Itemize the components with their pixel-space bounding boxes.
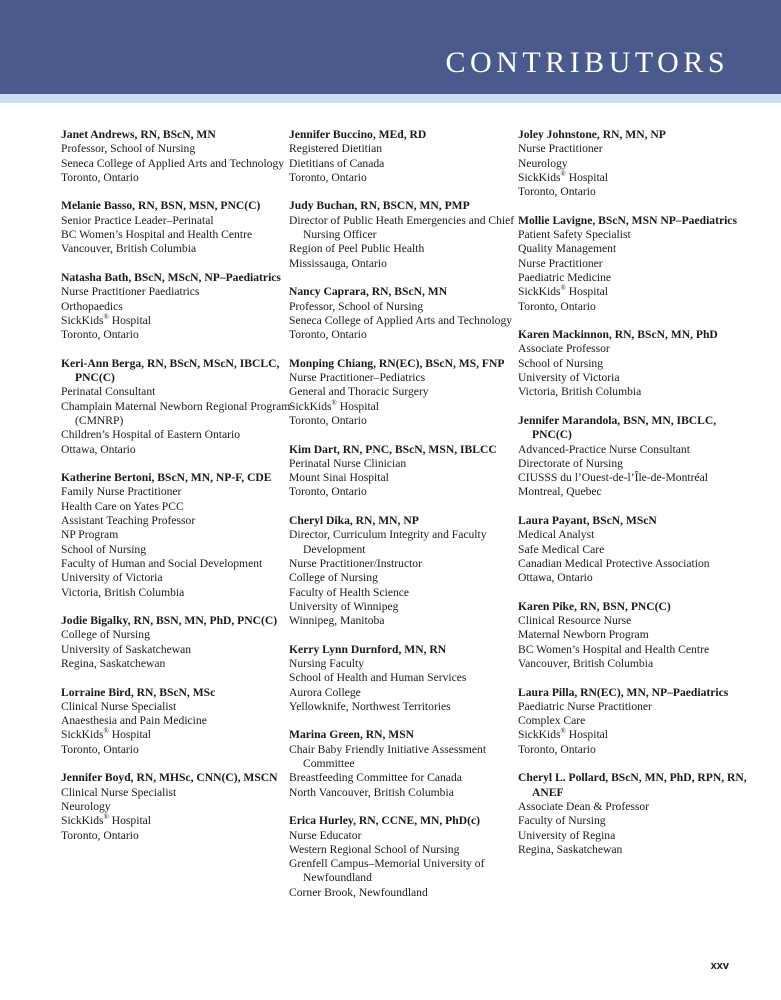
contributor-name: Kim Dart, RN, PNC, BScN, MSN, IBLCC <box>289 442 497 456</box>
contributor-name: Cheryl Dika, RN, MN, NP <box>289 514 419 528</box>
contributor-affiliation-line: Director, Curriculum Integrity and Faculty Development <box>289 528 487 556</box>
contributor-affiliation-line: Montreal, Quebec <box>518 485 602 499</box>
contributor-entry <box>61 271 301 342</box>
contributor-affiliation-line: Dietitians of Canada <box>289 156 385 170</box>
contributor-affiliation-line: Toronto, Ontario <box>518 185 596 199</box>
contributor-affiliation-line: School of Nursing <box>61 542 147 556</box>
contributor-affiliation-line: University of Victoria <box>61 571 163 585</box>
page-number: xxv <box>710 960 729 972</box>
contributor-entry <box>518 214 758 314</box>
contributor-affiliation-line: Breastfeeding Committee for Canada <box>289 771 462 785</box>
contributor-affiliation-line: Victoria, British Columbia <box>518 385 642 399</box>
contributor-entry <box>289 357 529 428</box>
contributor-name: Lorraine Bird, RN, BScN, MSc <box>61 685 216 699</box>
contributor-entry <box>289 443 529 500</box>
contributor-affiliation-line: Toronto, Ontario <box>518 742 596 756</box>
contributor-affiliation-line: Clinical Resource Nurse <box>518 614 632 628</box>
contributor-affiliation-line: Toronto, Ontario <box>61 828 139 842</box>
contributor-affiliation-line: SickKids® Hospital <box>518 169 609 184</box>
contributor-name: Laura Pilla, RN(EC), MN, NP–Paediatrics <box>518 685 729 699</box>
contributor-affiliation-line: Safe Medical Care <box>518 542 605 556</box>
contributor-affiliation-line: School of Health and Human Services <box>289 671 467 685</box>
contributor-affiliation-line: University of Victoria <box>518 371 620 385</box>
contributor-entry <box>289 199 529 270</box>
contributor-name: Karen Mackinnon, RN, BScN, MN, PhD <box>518 328 718 342</box>
contributor-affiliation-line: Nurse Educator <box>289 828 362 842</box>
contributor-affiliation-line: Associate Dean & Professor <box>518 799 650 813</box>
contributor-affiliation-line: Director of Public Heath Emergencies and Chief Nursing Officer <box>289 213 515 242</box>
contributor-name: Jodie Bigalky, RN, BSN, MN, PhD, PNC(C) <box>61 614 278 628</box>
contributor-affiliation-line: Chair Baby Friendly Initiative Assessment Committee <box>289 742 487 771</box>
contributor-affiliation-line: BC Women’s Hospital and Health Centre <box>518 642 710 656</box>
contributor-entry <box>518 600 758 671</box>
contributor-affiliation-line: Vancouver, British Columbia <box>518 656 654 670</box>
contributor-affiliation-line: Neurology <box>518 156 568 170</box>
contributor-affiliation-line: Winnipeg, Manitoba <box>289 614 385 628</box>
contributor-affiliation-line: NP Program <box>61 528 119 542</box>
contributor-entry <box>518 686 758 757</box>
contributor-name: Monping Chiang, RN(EC), BScN, MS, FNP <box>289 356 505 370</box>
contributor-affiliation-line: Paediatric Nurse Practitioner <box>518 699 652 713</box>
contributor-affiliation-line: Directorate of Nursing <box>518 456 623 470</box>
contributor-name: Laura Payant, BScN, MScN <box>518 514 657 528</box>
contributor-affiliation-line: Vancouver, British Columbia <box>61 242 197 256</box>
contributor-affiliation-line: Neurology <box>61 799 111 813</box>
contributor-name: Nancy Caprara, RN, BScN, MN <box>289 285 448 299</box>
contributor-name: Keri-Ann Berga, RN, BScN, MScN, IBCLC, PNC(C) <box>61 356 280 385</box>
contributor-affiliation-line: Mount Sinai Hospital <box>289 471 389 485</box>
contributor-affiliation-line: Medical Analyst <box>518 528 595 542</box>
contributor-entry <box>289 643 529 714</box>
contributor-entry <box>61 686 301 757</box>
contributor-entry <box>518 128 758 199</box>
contributor-affiliation-line: BC Women’s Hospital and Health Centre <box>61 228 253 242</box>
contributor-affiliation-line: Toronto, Ontario <box>518 299 596 313</box>
contributor-affiliation-line: SickKids® Hospital <box>61 727 152 742</box>
contributor-affiliation-line: Nursing Faculty <box>289 656 365 670</box>
contributor-affiliation-line: Clinical Nurse Specialist <box>61 699 177 713</box>
contributor-affiliation-line: Ottawa, Ontario <box>518 571 593 585</box>
accent-stripe <box>0 94 781 103</box>
contributor-affiliation-line: Health Care on Yates PCC <box>61 499 184 513</box>
contributor-affiliation-line: Associate Professor <box>518 342 610 356</box>
contributor-affiliation-line: SickKids® Hospital <box>61 813 152 828</box>
page-title: CONTRIBUTORS <box>445 46 729 79</box>
contributor-affiliation-line: General and Thoracic Surgery <box>289 385 429 399</box>
contributor-affiliation-line: Nurse Practitioner <box>518 256 603 270</box>
contributor-affiliation-line: Aurora College <box>289 685 361 699</box>
contributors-column-1 <box>61 128 301 857</box>
contributor-entry <box>289 285 529 342</box>
contributor-affiliation-line: Children’s Hospital of Eastern Ontario <box>61 428 241 442</box>
contributor-affiliation-line: University of Saskatchewan <box>61 642 192 656</box>
contributor-affiliation-line: Toronto, Ontario <box>61 742 139 756</box>
contributor-affiliation-line: Victoria, British Columbia <box>61 585 185 599</box>
contributor-name: Jennifer Boyd, RN, MHSc, CNN(C), MSCN <box>61 771 278 785</box>
contributor-name: Joley Johnstone, RN, MN, NP <box>518 128 666 141</box>
contributor-affiliation-line: College of Nursing <box>61 628 150 642</box>
contributor-affiliation-line: CIUSSS du l’Ouest-de-l’Île-de-Montréal <box>518 471 708 485</box>
contributor-affiliation-line: Toronto, Ontario <box>289 485 367 499</box>
contributor-affiliation-line: Professor, School of Nursing <box>289 299 424 313</box>
contributor-name: Cheryl L. Pollard, BScN, MN, PhD, RPN, RN, ANEF <box>518 771 747 799</box>
contributor-affiliation-line: Registered Dietitian <box>289 142 383 156</box>
contributor-affiliation-line: Region of Peel Public Health <box>289 242 425 256</box>
contributor-affiliation-line: Toronto, Ontario <box>289 328 367 342</box>
contributor-entry <box>61 771 301 842</box>
contributor-affiliation-line: Regina, Saskatchewan <box>61 656 166 670</box>
contributor-affiliation-line: Faculty of Nursing <box>518 814 606 828</box>
contributor-name: Mollie Lavigne, BScN, MSN NP–Paediatrics <box>518 213 737 227</box>
contributor-entry <box>289 814 529 900</box>
contributor-name: Marina Green, RN, MSN <box>289 728 415 742</box>
contributor-name: Kerry Lynn Durnford, MN, RN <box>289 642 447 656</box>
contributor-name: Natasha Bath, BScN, MScN, NP–Paediatrics <box>61 270 281 284</box>
contributor-affiliation-line: Orthopaedics <box>61 299 123 313</box>
contributor-affiliation-line: Seneca College of Applied Arts and Technology <box>289 313 513 327</box>
contributor-entry <box>61 199 301 256</box>
contributor-affiliation-line: Advanced-Practice Nurse Consultant <box>518 442 690 456</box>
contributor-affiliation-line: Patient Safety Specialist <box>518 228 631 242</box>
contributor-affiliation-line: Faculty of Human and Social Development <box>61 556 263 570</box>
contributor-affiliation-line: Family Nurse Practitioner <box>61 485 182 499</box>
contributor-name: Judy Buchan, RN, BSCN, MN, PMP <box>289 199 470 213</box>
contributor-affiliation-line: Mississauga, Ontario <box>289 256 387 270</box>
contributor-affiliation-line: Nurse Practitioner–Pediatrics <box>289 371 426 385</box>
contributor-affiliation-line: Paediatric Medicine <box>518 270 612 284</box>
contributor-affiliation-line: Perinatal Nurse Clinician <box>289 456 407 470</box>
contributor-affiliation-line: University of Regina <box>518 828 616 842</box>
contributor-affiliation-line: Regina, Saskatchewan <box>518 842 623 856</box>
contributor-affiliation-line: Canadian Medical Protective Association <box>518 556 710 570</box>
contributor-affiliation-line: Faculty of Health Science <box>289 585 410 599</box>
contributor-entry <box>518 328 758 399</box>
contributor-name: Jennifer Marandola, BSN, MN, IBCLC, PNC(C) <box>518 413 717 442</box>
title-banner <box>0 0 781 94</box>
contributor-affiliation-line: Quality Management <box>518 242 617 256</box>
contributor-entry <box>61 128 301 185</box>
contributor-affiliation-line: North Vancouver, British Columbia <box>289 785 454 799</box>
contributor-entry <box>289 514 529 628</box>
contributor-name: Melanie Basso, RN, BSN, MSN, PNC(C) <box>61 199 261 213</box>
contributor-entry <box>518 414 758 500</box>
contributor-entry <box>61 471 301 600</box>
contributor-name: Jennifer Buccino, MEd, RD <box>289 128 427 141</box>
contributor-affiliation-line: Corner Brook, Newfoundland <box>289 885 428 899</box>
contributor-affiliation-line: Nurse Practitioner <box>518 142 603 156</box>
contributor-affiliation-line: Professor, School of Nursing <box>61 142 196 156</box>
contributors-column-2 <box>289 128 529 914</box>
contributor-entry <box>289 128 529 185</box>
contributor-affiliation-line: Western Regional School of Nursing <box>289 842 460 856</box>
contributor-affiliation-line: SickKids® Hospital <box>518 284 609 299</box>
contributor-affiliation-line: Ottawa, Ontario <box>61 442 136 456</box>
contributor-affiliation-line: School of Nursing <box>518 356 604 370</box>
contributor-affiliation-line: Nurse Practitioner Paediatrics <box>61 285 200 299</box>
contributor-affiliation-line: Senior Practice Leader–Perinatal <box>61 213 214 227</box>
contributor-affiliation-line: Maternal Newborn Program <box>518 628 649 642</box>
contributor-entry <box>61 357 301 457</box>
contributor-affiliation-line: SickKids® Hospital <box>61 312 152 327</box>
contributor-entry <box>61 614 301 671</box>
contributor-affiliation-line: Nurse Practitioner/Instructor <box>289 556 422 570</box>
contributor-affiliation-line: Champlain Maternal Newborn Regional Program (CMNRP) <box>61 399 291 427</box>
contributor-name: Karen Pike, RN, BSN, PNC(C) <box>518 599 671 613</box>
contributor-name: Katherine Bertoni, BScN, MN, NP-F, CDE <box>61 471 272 485</box>
contributor-affiliation-line: Clinical Nurse Specialist <box>61 785 177 799</box>
contributor-name: Janet Andrews, RN, BScN, MN <box>61 128 216 141</box>
contributor-affiliation-line: University of Winnipeg <box>289 599 399 613</box>
contributor-entry <box>518 514 758 585</box>
contributor-affiliation-line: College of Nursing <box>289 571 378 585</box>
contributor-affiliation-line: Toronto, Ontario <box>61 170 139 184</box>
contributors-column-3 <box>518 128 758 871</box>
contributor-affiliation-line: Yellowknife, Northwest Territories <box>289 699 451 713</box>
contributor-affiliation-line: Seneca College of Applied Arts and Technology <box>61 156 285 170</box>
contributor-affiliation-line: Anaesthesia and Pain Medicine <box>61 714 207 728</box>
contributor-affiliation-line: Assistant Teaching Professor <box>61 514 196 528</box>
contributor-affiliation-line: Complex Care <box>518 714 586 728</box>
contributor-affiliation-line: Toronto, Ontario <box>289 170 367 184</box>
contributor-affiliation-line: SickKids® Hospital <box>289 398 380 413</box>
contributor-affiliation-line: SickKids® Hospital <box>518 727 609 742</box>
contributor-affiliation-line: Perinatal Consultant <box>61 385 156 399</box>
contributor-affiliation-line: Grenfell Campus–Memorial University of Newfoundland <box>289 857 485 885</box>
contributor-name: Erica Hurley, RN, CCNE, MN, PhD(c) <box>289 814 480 828</box>
contributor-entry <box>289 728 529 799</box>
contributor-affiliation-line: Toronto, Ontario <box>61 328 139 342</box>
contributor-affiliation-line: Toronto, Ontario <box>289 413 367 427</box>
contributor-entry <box>518 771 758 857</box>
